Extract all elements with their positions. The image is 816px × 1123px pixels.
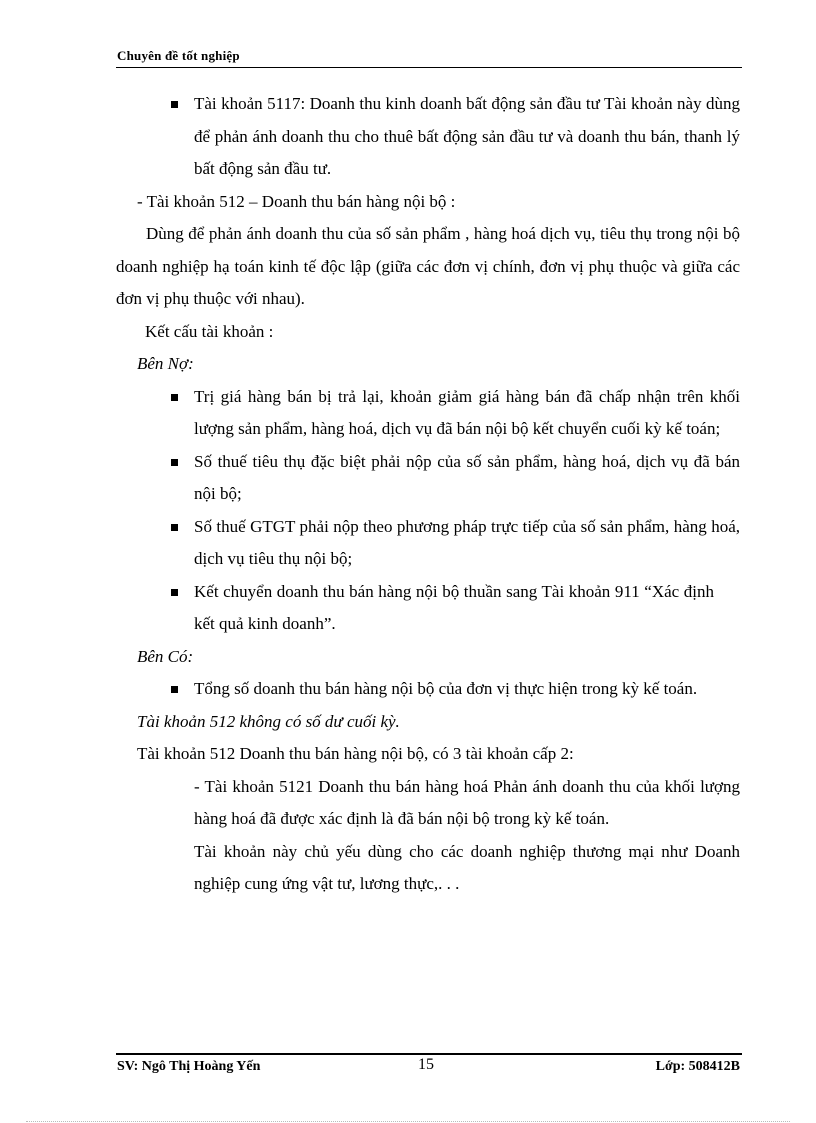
bullet-no-1: Trị giá hàng bán bị trả lại, khoản giảm giá hàng bán đã chấp nhận trên khối lượng sản phẩm, hàng hoá, dịch vụ đã bán nội bộ kết chuyển cuối kỳ kế toán; [194, 381, 740, 446]
footer-divider [116, 1053, 742, 1055]
label-ben-co: Bên Có: [137, 646, 194, 666]
note-tk5121: Tài khoản này chủ yếu dùng cho các doanh nghiệp thương mại như Doanh nghiệp cung ứng vật tư, lương thực,. . . [194, 841, 740, 893]
heading-tk512: - Tài khoản 512 – Doanh thu bán hàng nội bộ : [137, 191, 456, 211]
bullet-co-1: Tổng số doanh thu bán hàng nội bộ của đơn vị thực hiện trong kỳ kế toán. [194, 673, 724, 706]
paragraph-sub-accounts: Tài khoản 512 Doanh thu bán hàng nội bộ, có 3 tài khoản cấp 2: [137, 744, 574, 763]
bullet-no-4: Kết chuyển doanh thu bán hàng nội bộ thuần sang Tài khoản 911 “Xác định kết quả kinh doanh”. [194, 576, 714, 641]
label-ben-no: Bên Nợ: [137, 354, 194, 373]
page-header-title: Chuyên đề tốt nghiệp [117, 48, 240, 63]
note-no-balance: Tài khoản 512 không có số dư cuối kỳ. [137, 711, 400, 731]
document-body [116, 88, 740, 901]
bullet-tk5117: Tài khoản 5117: Doanh thu kinh doanh bất động sản đầu tư Tài khoản này dùng để phản ánh doanh thu cho thuê bất động sản đầu tư và doanh thu bán, thanh lý bất động sản đầu tư. [194, 88, 740, 186]
bullet-no-2: Số thuế tiêu thụ đặc biệt phải nộp của số sản phẩm, hàng hoá, dịch vụ đã bán nội bộ; [194, 446, 740, 511]
bullet-no-3: Số thuế GTGT phải nộp theo phương pháp trực tiếp của số sản phẩm, hàng hoá, dịch vụ tiêu thụ nội bộ; [194, 511, 740, 576]
paragraph-purpose [116, 218, 740, 316]
page-number: 15 [418, 1056, 434, 1073]
item-tk5121: - Tài khoản 5121 Doanh thu bán hàng hoá Phản ánh doanh thu của khối lượng hàng hoá đã được xác định là đã bán nội bộ trong kỳ kế toán. [194, 776, 740, 828]
footer-student-name: SV: Ngô Thị Hoàng Yến [117, 1059, 261, 1074]
page-edge-dotted-line [26, 1121, 790, 1122]
paragraph-purpose-text: Dùng để phản ánh doanh thu của số sản phẩm , hàng hoá dịch vụ, tiêu thụ trong nội bộ doanh nghiệp hạ toán kinh tế độc lập (giữa các đơn vị chính, đơn vị phụ thuộc và giữa các đơn vị phụ thuộc với nhau). [116, 224, 740, 308]
heading-structure: Kết cấu tài khoản : [145, 321, 274, 341]
footer-class: Lớp: 508412B [655, 1059, 740, 1074]
header-divider [116, 67, 742, 68]
